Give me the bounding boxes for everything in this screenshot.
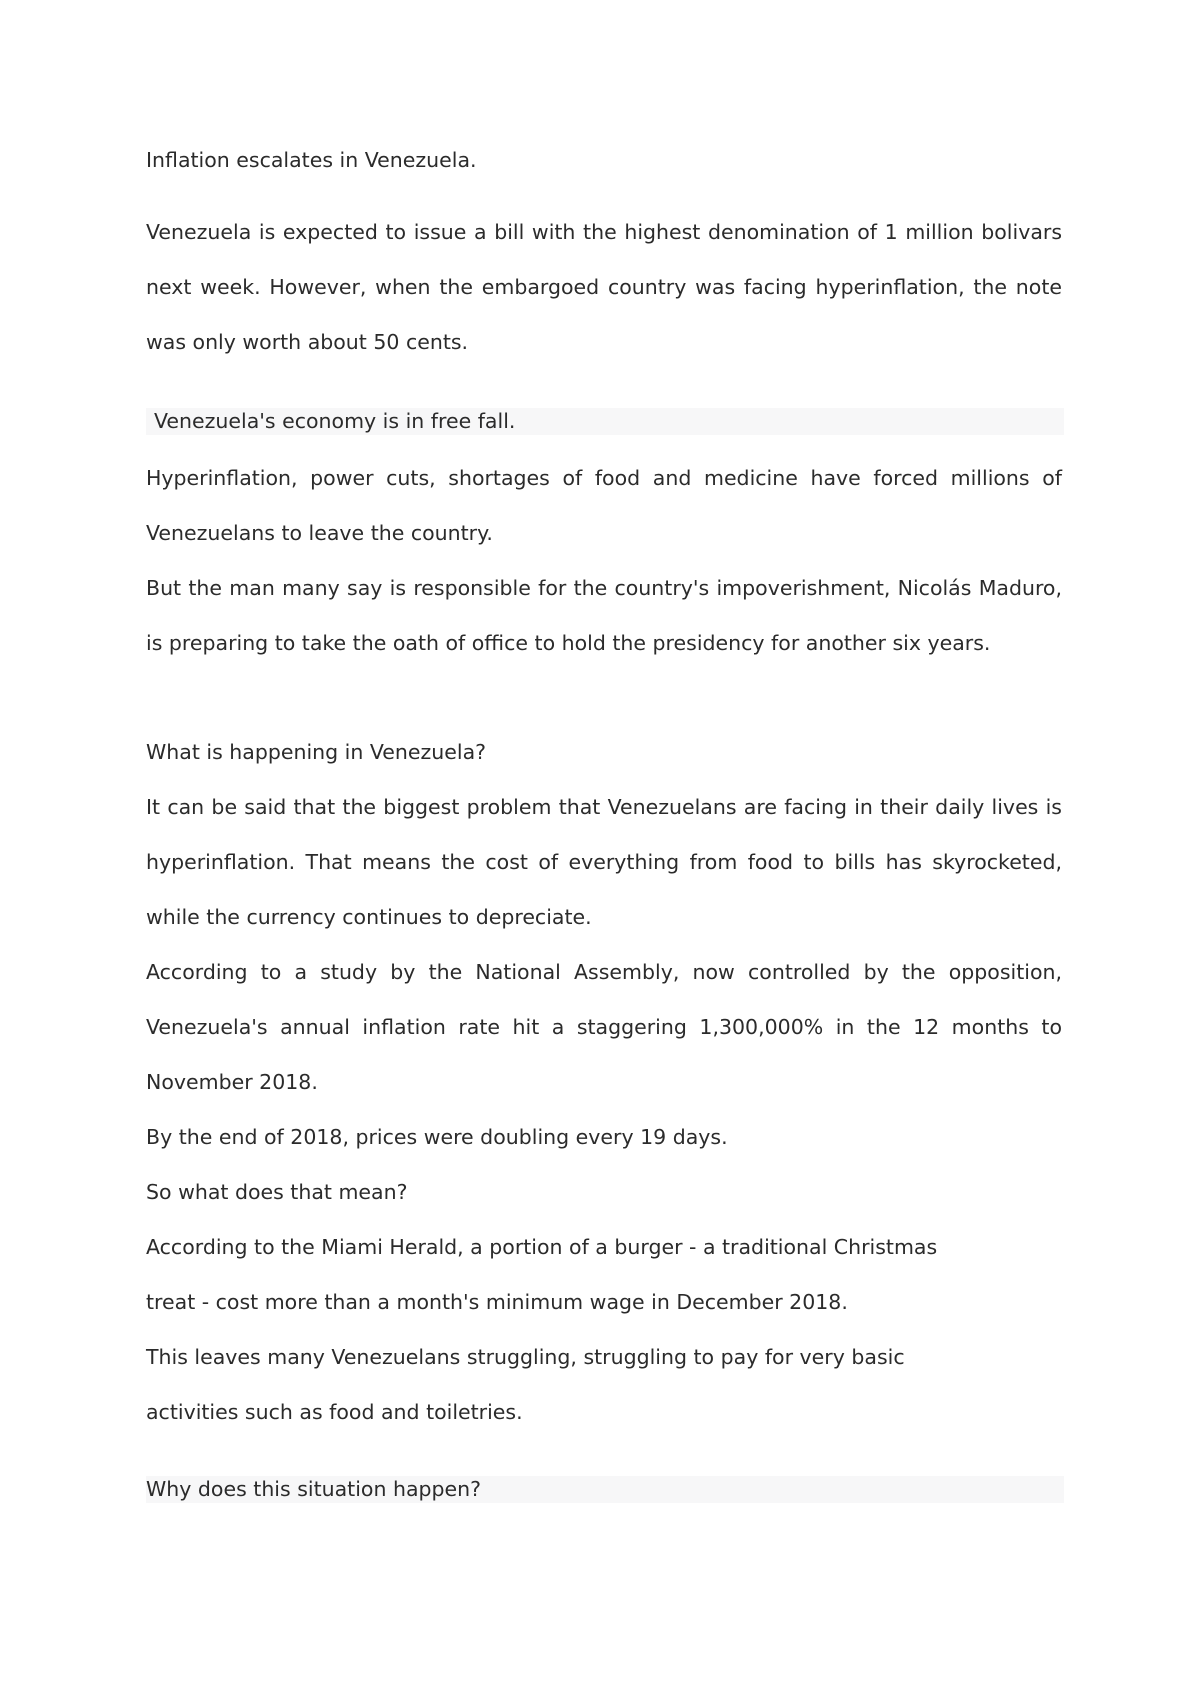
document-title: Inflation escalates in Venezuela. [146, 148, 477, 172]
paragraph-national-assembly: According to a study by the National Assembly, now controlled by the opposition, Venezuela's annual inflation rate hit a staggering 1,300,000% in the 12 months to November 2018. [146, 960, 1062, 1094]
paragraph-doubling: By the end of 2018, prices were doubling every 19 days. [146, 1125, 728, 1149]
paragraph-question-meaning: So what does that mean? [146, 1180, 408, 1204]
paragraph-miami-herald-line-1: According to the Miami Herald, a portion of a burger - a traditional Christmas [146, 1235, 938, 1259]
section-heading-why [146, 1476, 1064, 1503]
paragraph-hyperinflation: Hyperinflation, power cuts, shortages of food and medicine have forced millions of Venezuelans to leave the country. [146, 466, 1062, 545]
paragraph-struggling-line-1: This leaves many Venezuelans struggling, struggling to pay for very basic [146, 1345, 905, 1369]
section-heading-why-text: Why does this situation happen? [146, 1477, 482, 1501]
paragraph-maduro: But the man many say is responsible for the country's impoverishment, Nicolás Maduro, is preparing to take the oath of office to hold the presidency for another six years. [146, 576, 1062, 655]
paragraph-question-happening: What is happening in Venezuela? [146, 740, 487, 764]
paragraph-biggest-problem: It can be said that the biggest problem that Venezuelans are facing in their daily lives is hyperinflation. That means the cost of everything from food to bills has skyrocketed, while the currency continues to depreciate. [146, 795, 1062, 929]
section-heading-free-fall [146, 408, 1064, 435]
paragraph-struggling-line-2: activities such as food and toiletries. [146, 1400, 523, 1424]
intro-paragraph: Venezuela is expected to issue a bill with the highest denomination of 1 million bolivars next week. However, when the embargoed country was facing hyperinflation, the note was only worth about 50 cents. [146, 220, 1062, 354]
section-heading-free-fall-text: Venezuela's economy is in free fall. [154, 409, 516, 433]
paragraph-miami-herald-line-2: treat - cost more than a month's minimum wage in December 2018. [146, 1290, 848, 1314]
